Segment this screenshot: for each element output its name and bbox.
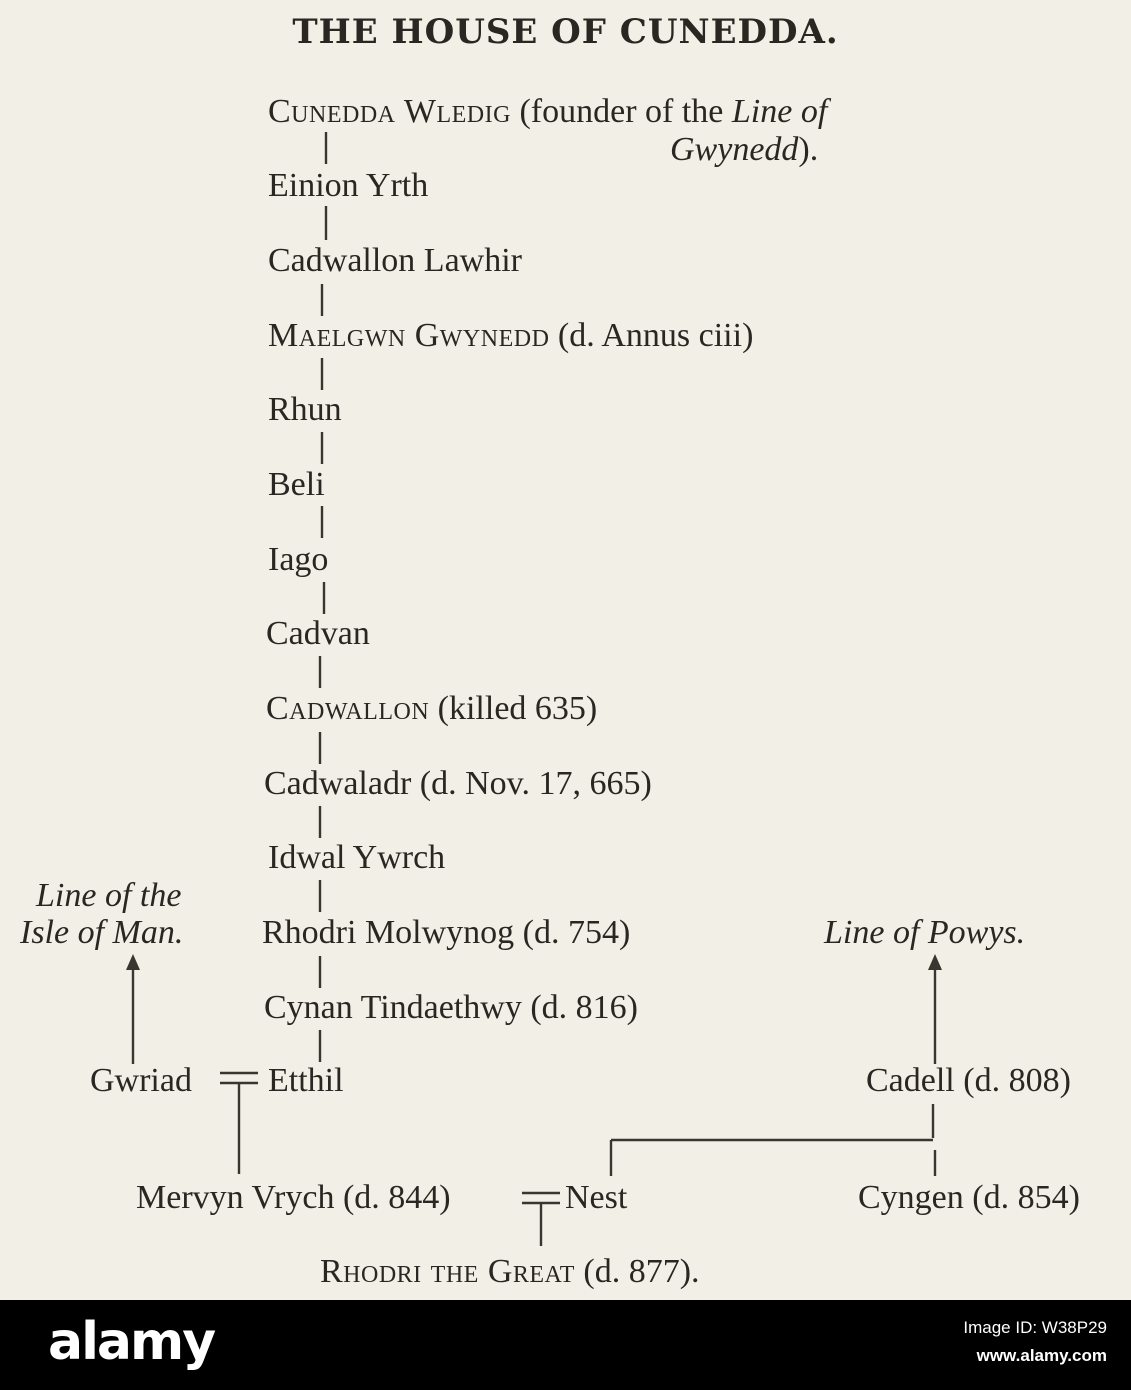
person-idwal-ywrch: Idwal Ywrch [268,839,446,876]
cunedda-note-continued [670,130,818,170]
image-id: Image ID: W38P29 [963,1318,1107,1337]
person-etthil: Etthil [268,1062,344,1099]
person-cynan-tindaethwy: Cynan Tindaethwy (d. 816) [264,989,638,1026]
stock-watermark-bar [0,1300,1131,1390]
rhodri-great-note: (d. 877). [583,1253,700,1290]
person-gwriad: Gwriad [90,1062,192,1099]
cadwallon-note: (killed 635) [437,690,598,727]
branch-isle-of-man-line-2: Isle of Man. [20,914,184,951]
person-rhodri-the-great [320,1252,700,1292]
maelgwn-name: Maelgwn Gwynedd [268,317,550,354]
cunedda-note-italic-2: Gwynedd [670,131,799,168]
person-cadwallon [266,689,597,729]
maelgwn-note: (d. Annus ciii) [557,317,754,354]
rhodri-great-name: Rhodri the Great [320,1253,575,1290]
page-title: THE HOUSE OF CUNEDDA. [292,12,839,52]
cunedda-note-start: (founder of the [519,93,732,130]
site-url: www.alamy.com [976,1346,1107,1365]
person-mervyn-vrych: Mervyn Vrych (d. 844) [136,1179,451,1216]
branch-isle-of-man-line-1: Line of the [36,877,182,914]
person-einion-yrth: Einion Yrth [268,167,429,204]
person-cunedda-wledig [268,92,827,132]
cadwallon-name: Cadwallon [266,690,430,727]
branch-powys: Line of Powys. [824,914,1026,951]
cunedda-note-italic-1: Line of [731,93,828,130]
cunedda-note-end: ). [798,131,819,168]
alamy-logo: alamy [48,1312,215,1372]
person-cyngen: Cyngen (d. 854) [858,1179,1080,1216]
person-cadvan: Cadvan [266,615,370,652]
cunedda-name: Cunedda Wledig [268,93,511,130]
powys-arrow-head [928,954,942,970]
person-cadwaladr: Cadwaladr (d. Nov. 17, 665) [264,765,652,802]
isle-of-man-arrow-head [126,954,140,970]
person-maelgwn-gwynedd [268,316,753,356]
person-rhodri-molwynog: Rhodri Molwynog (d. 754) [262,914,631,951]
person-cadwallon-lawhir: Cadwallon Lawhir [268,242,522,279]
person-cadell: Cadell (d. 808) [866,1062,1071,1099]
person-iago: Iago [268,541,329,578]
person-rhun: Rhun [268,391,342,428]
person-beli: Beli [268,466,325,503]
person-nest: Nest [565,1179,628,1216]
